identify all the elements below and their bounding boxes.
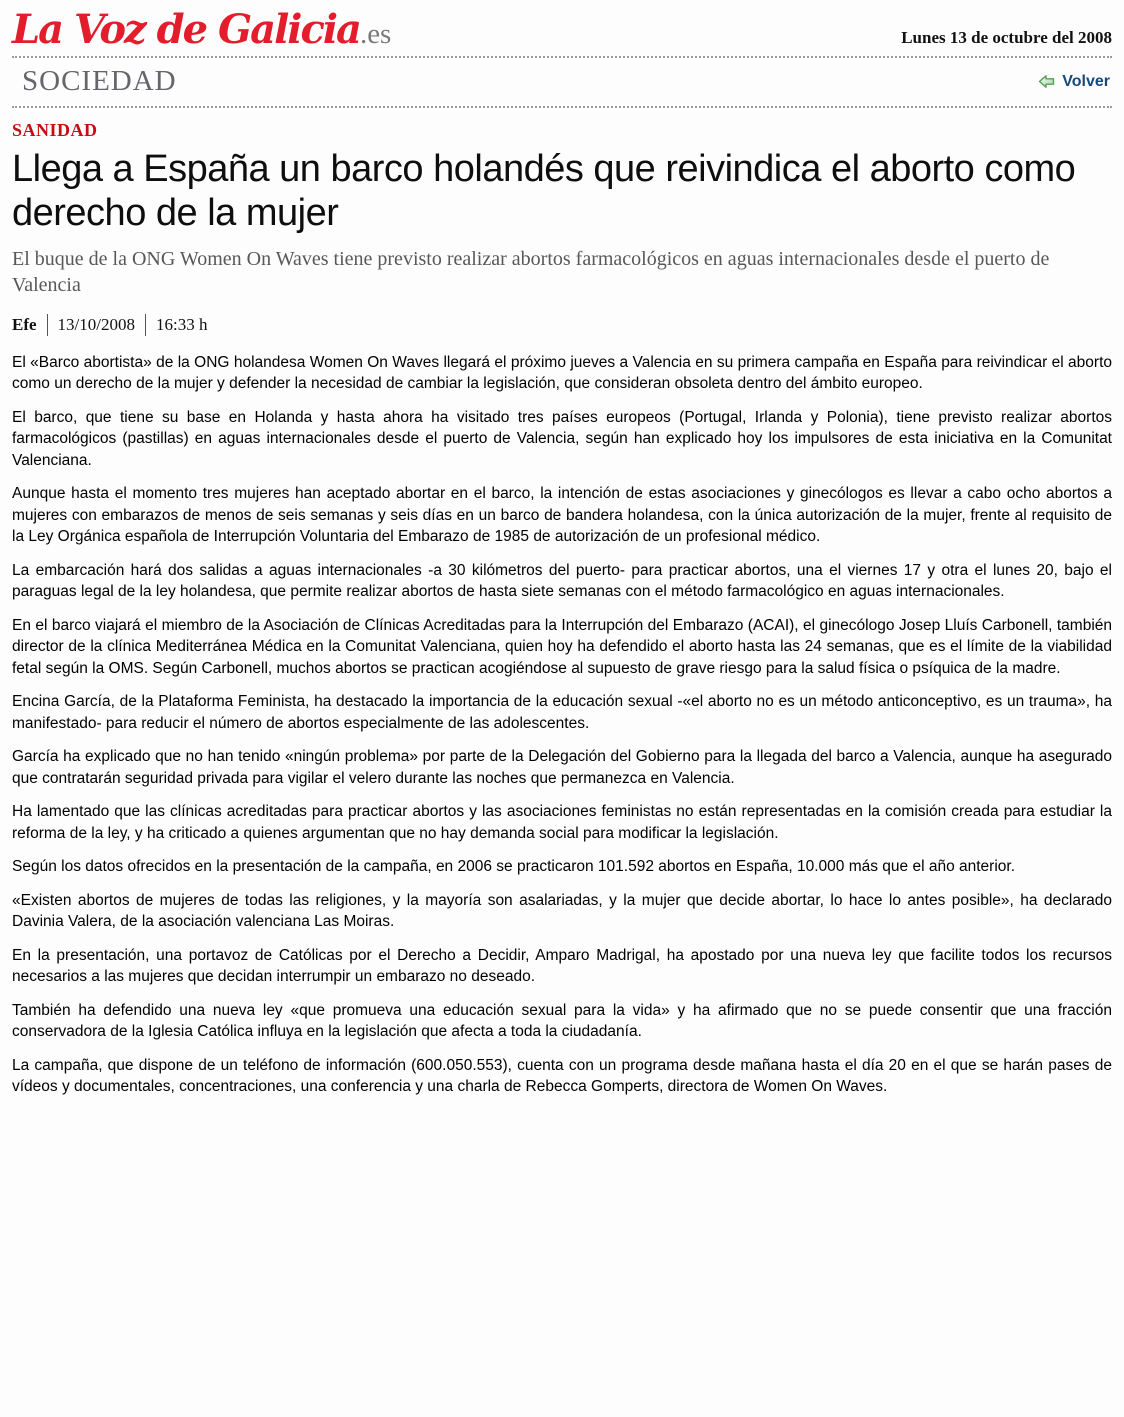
article-paragraph: Aunque hasta el momento tres mujeres han aceptado abortar en el barco, la intención de estas asociaciones y ginecólogos es llevar a cabo ocho abortos a mujeres con embarazos de menos de seis semanas y seis días en un barco de bandera holandesa, con la única autorización de la mujer, frente al requisito de la Ley Orgánica española de Interrupción Voluntaria del Embarazo de 1985 de autorización de un profesional médico. xyxy=(12,485,1112,546)
article-paragraph: «Existen abortos de mujeres de todas las religiones, y la mayoría son asalariadas, y la mujer que decide abortar, lo hace lo antes posible», ha declarado Davinia Valera, de la asociación valenciana Las Moiras. xyxy=(12,891,1112,931)
section-bar xyxy=(12,58,1112,106)
byline-separator xyxy=(47,314,48,336)
article-paragraph: La embarcación hará dos salidas a aguas internacionales -a 30 kilómetros del puerto- para practicar abortos, una el viernes 17 y otra el lunes 20, bajo el paraguas legal de la ley holandesa, que permite realizar abortos de hasta siete semanas con el método farmacológico en aguas internacionales. xyxy=(12,561,1112,601)
article-byline xyxy=(12,314,1112,336)
article-paragraph: Encina García, de la Plataforma Feminista, ha destacado la importancia de la educación sexual -«el aborto no es un método anticonceptivo, es un trauma», ha manifestado- para reducir el número de abortos especialmente de las adolescentes. xyxy=(12,693,1112,732)
byline-date: 13/10/2008 xyxy=(57,314,135,334)
article-subheadline: El buque de la ONG Women On Waves tiene previsto realizar abortos farmacológicos en aguas internacionales desde el puerto de Valencia xyxy=(12,247,1050,296)
article-body xyxy=(12,352,1112,1098)
byline-agency: Efe xyxy=(12,314,37,334)
article-paragraph: En el barco viajará el miembro de la Asociación de Clínicas Acreditadas para la Interrupción del Embarazo (ACAI), el ginecólogo Josep Lluís Carbonell, también director de la clínica Mediterránea Médica en la Comunitat Valenciana, quien hoy ha defendido el aborto hasta las 24 semanas, que es el límite de la viabilidad fetal según la OMS. Según Carbonell, muchos abortos se practican acogiéndose al supuesto de grave riesgo para la salud física o psíquica de la madre. xyxy=(12,616,1112,677)
back-arrow-icon xyxy=(1038,73,1056,90)
masthead xyxy=(12,0,1112,56)
site-logo[interactable] xyxy=(12,6,392,53)
article-paragraph: Ha lamentado que las clínicas acreditadas para practicar abortos y las asociaciones feministas no están representadas en la comisión creada para estudiar la reforma de la ley, y ha criticado a quienes argumentan que no hay demanda social para modificar la legislación. xyxy=(12,803,1112,842)
section-title: SOCIEDAD xyxy=(22,65,177,97)
byline-separator xyxy=(145,314,146,336)
article-paragraph: La campaña, que dispone de un teléfono de información (600.050.553), cuenta con un programa desde mañana hasta el día 20 en el que se harán pases de vídeos y documentales, concentraciones, una conferencia y una charla de Rebecca Gomperts, directora de Women On Waves. xyxy=(12,1056,1112,1096)
byline-time: 16:33 h xyxy=(156,314,208,334)
back-link[interactable] xyxy=(1038,73,1110,91)
article-paragraph: El «Barco abortista» de la ONG holandesa Women On Waves llegará el próximo jueves a Valencia en su primera campaña en España para reivindicar el aborto como un derecho de la mujer y defender la necesidad de cambiar la legislación, que consideran obsoleta dentro del ámbito europeo. xyxy=(12,353,1112,393)
article-paragraph: Según los datos ofrecidos en la presentación de la campaña, en 2006 se practicaron 101.592 abortos en España, 10.000 más que el año anterior. xyxy=(12,858,1016,876)
article-headline: Llega a España un barco holandés que reivindica el aborto como derecho de la mujer xyxy=(12,148,1076,235)
site-logo-text: La Voz de Galicia xyxy=(12,6,360,53)
article-paragraph: El barco, que tiene su base en Holanda y hasta ahora ha visitado tres países europeos (Portugal, Irlanda y Polonia), tiene previsto realizar abortos farmacológicos (pastillas) en aguas internacionales desde el puerto de Valencia, según han explicado hoy los impulsores de esta iniciativa en la Comunitat Valenciana. xyxy=(12,408,1112,469)
article xyxy=(12,108,1112,1098)
article-paragraph: García ha explicado que no han tenido «ningún problema» por parte de la Delegación del Gobierno para la llegada del barco a Valencia, aunque ha asegurado que contratarán seguridad privada para vigilar el velero durante las noches que permanezca en Valencia. xyxy=(12,748,1112,787)
back-link-label: Volver xyxy=(1062,72,1110,90)
article-kicker: SANIDAD xyxy=(12,120,98,140)
article-paragraph: En la presentación, una portavoz de Católicas por el Derecho a Decidir, Amparo Madrigal, ha apostado por una nueva ley que facilite todos los recursos necesarios a las mujeres que decidan interrumpir un embarazo no deseado. xyxy=(12,946,1112,986)
site-logo-domain-suffix: .es xyxy=(359,18,392,50)
header-date: Lunes 13 de octubre del 2008 xyxy=(901,28,1112,47)
article-paragraph: También ha defendido una nueva ley «que promueva una educación sexual para la vida» y ha afirmado que no se puede consentir que una fracción conservadora de la Iglesia Católica influya en la legislación que afecta a toda la ciudadanía. xyxy=(12,1001,1112,1041)
